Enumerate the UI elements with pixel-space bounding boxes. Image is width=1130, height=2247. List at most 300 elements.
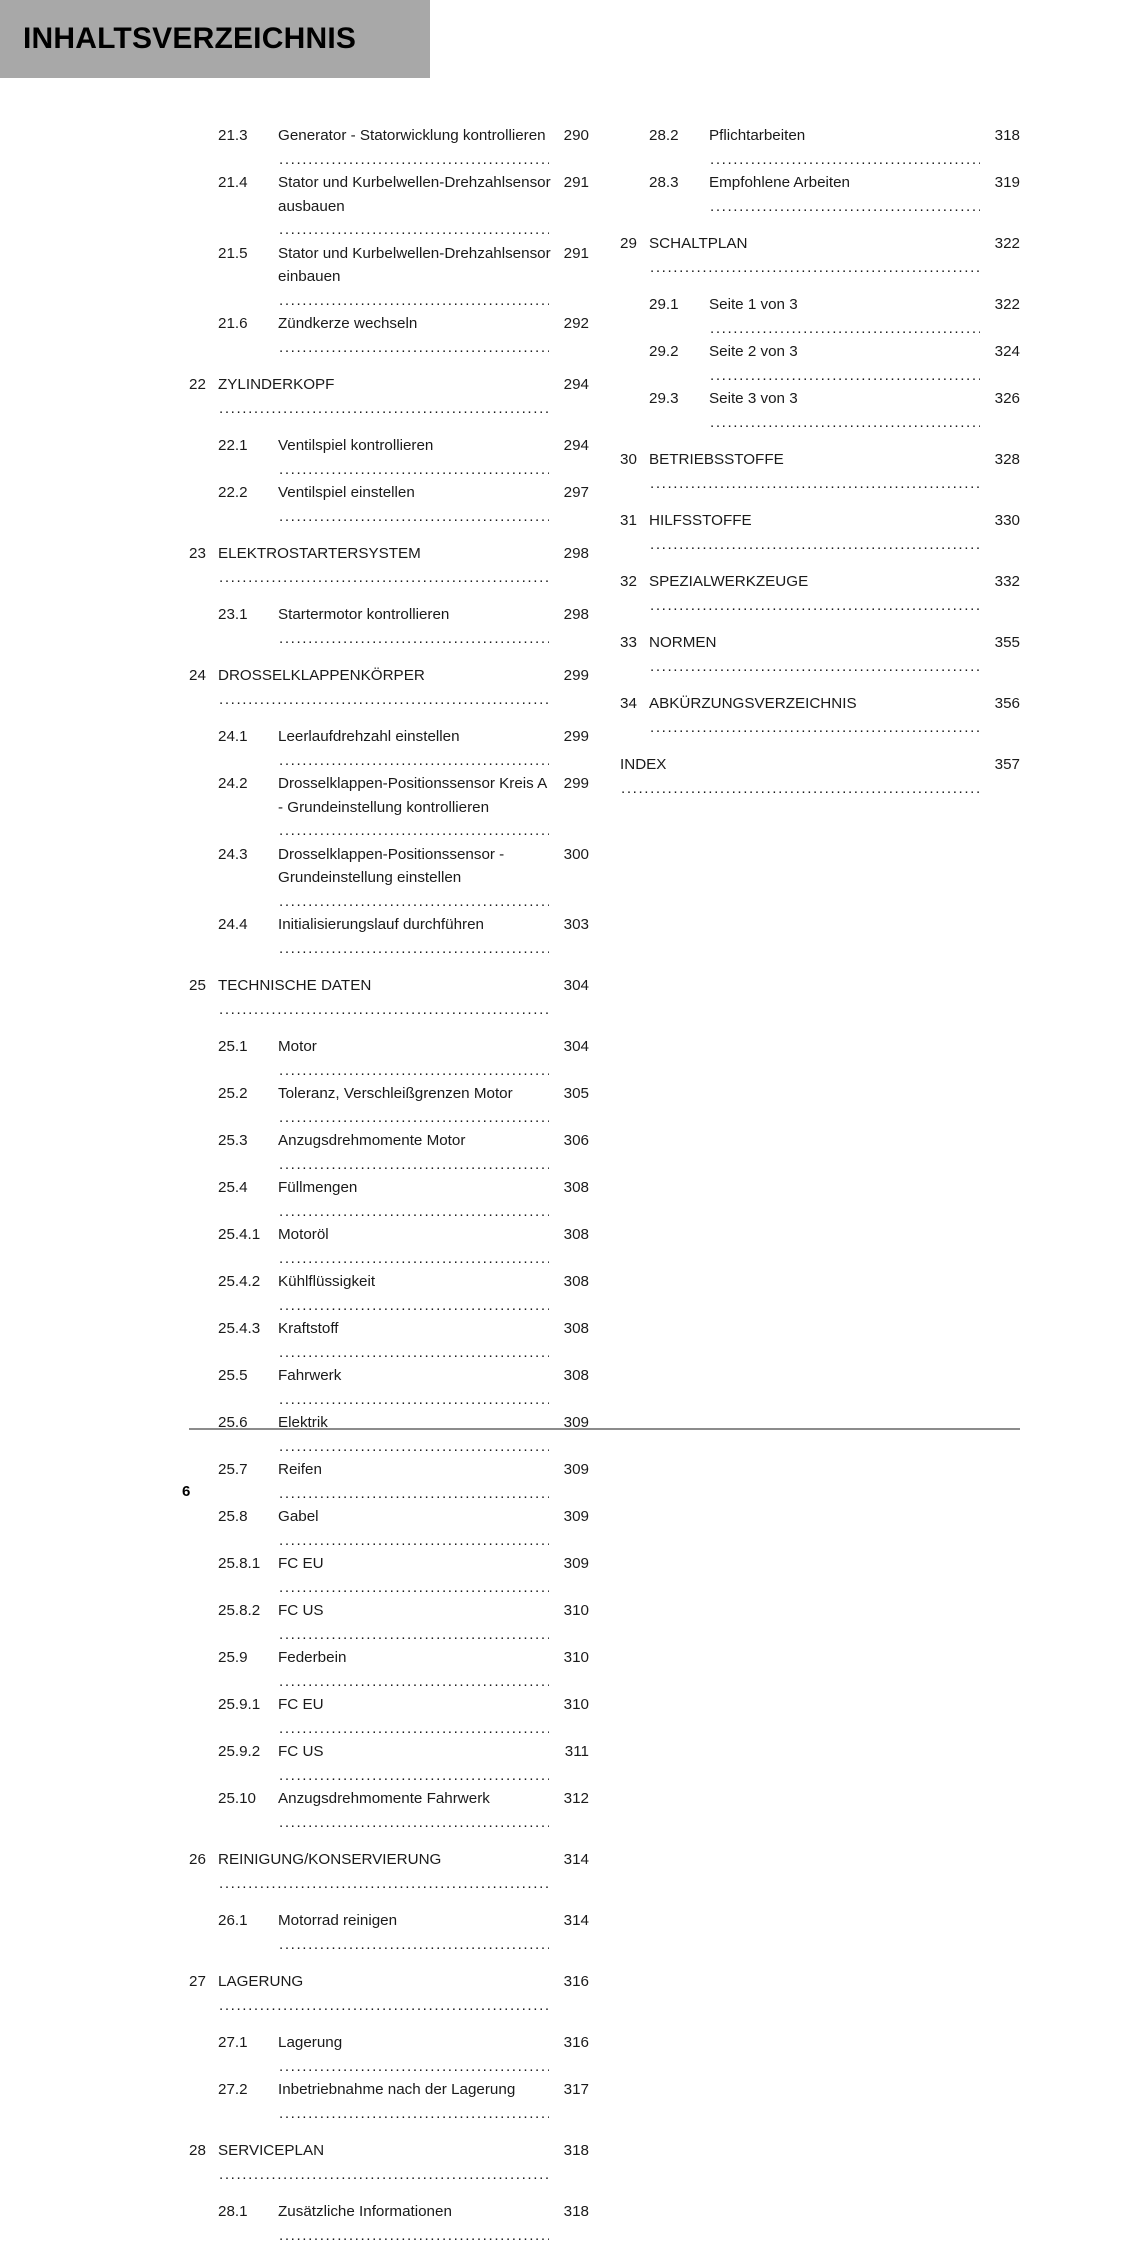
toc-entry-body [278, 1364, 551, 1411]
toc-entry-number: 23.1 [218, 603, 247, 627]
toc-dot-leader [279, 1576, 549, 1600]
toc-entry-body [278, 1909, 551, 1956]
toc-entry-page: 322 [986, 232, 1020, 256]
toc-entry[interactable] [189, 1223, 589, 1270]
toc-entry-page: 330 [986, 509, 1020, 533]
toc-entry-number: 33 [620, 631, 649, 655]
toc-entry-body [278, 434, 551, 481]
toc-entry-page: 316 [555, 1970, 589, 1994]
toc-entry-page: 318 [555, 2200, 589, 2224]
toc-entry[interactable] [189, 2139, 589, 2186]
toc-entry-body [278, 1646, 551, 1693]
toc-entry-page: 308 [555, 1364, 589, 1388]
toc-entry-number: 28.1 [218, 2200, 247, 2224]
toc-dot-leader [279, 1717, 549, 1741]
toc-entry-body [278, 242, 551, 313]
toc-entry[interactable] [189, 481, 589, 528]
toc-entry-body [278, 2078, 551, 2125]
toc-entry-title: INDEX [620, 753, 666, 777]
toc-dot-leader [279, 289, 549, 313]
toc-entry-title: Generator - Statorwicklung kontrollieren [278, 124, 546, 148]
toc-entry[interactable] [189, 171, 589, 242]
toc-entry[interactable] [189, 1270, 589, 1317]
toc-entry-body [709, 171, 982, 218]
toc-entry-title: Startermotor kontrollieren [278, 603, 449, 627]
toc-entry-title: Initialisierungslauf durchführen [278, 913, 484, 937]
toc-column-left [189, 124, 589, 2247]
toc-entry-title: SCHALTPLAN [649, 232, 747, 256]
toc-dot-leader [710, 148, 980, 172]
toc-entry-page: 318 [555, 2139, 589, 2163]
toc-entry-number: 25.8.2 [218, 1599, 278, 1623]
toc-entry[interactable] [620, 232, 1020, 279]
toc-entry-page: 309 [555, 1411, 589, 1435]
toc-entry-body [278, 171, 551, 242]
toc-entry[interactable] [189, 1970, 589, 2017]
toc-entry-title: Fahrwerk [278, 1364, 341, 1388]
toc-entry-body [218, 974, 551, 1021]
toc-entry-body [278, 1176, 551, 1223]
toc-entry[interactable] [189, 1176, 589, 1223]
toc-entry-title: Motoröl [278, 1223, 329, 1247]
toc-entry-title: NORMEN [649, 631, 717, 655]
toc-entry-title: ABKÜRZUNGSVERZEICHNIS [649, 692, 857, 716]
toc-entry-number: 28 [189, 2139, 218, 2163]
toc-entry[interactable] [189, 1505, 589, 1552]
toc-dot-leader [650, 256, 980, 280]
toc-entry-page: 356 [986, 692, 1020, 716]
toc-entry-number: 25.9.2 [218, 1740, 278, 1764]
toc-entry-title: Seite 1 von 3 [709, 293, 798, 317]
toc-dot-leader [219, 566, 549, 590]
toc-entry[interactable] [189, 974, 589, 1021]
toc-entry-number: 21.6 [218, 312, 247, 336]
toc-entry-page: 309 [555, 1552, 589, 1576]
toc-entry-page: 306 [555, 1129, 589, 1153]
toc-entry[interactable] [189, 1787, 589, 1834]
toc-entry-title: Lagerung [278, 2031, 342, 2055]
toc-dot-leader [279, 1059, 549, 1083]
toc-entry[interactable] [189, 1317, 589, 1364]
toc-dot-leader [279, 819, 549, 843]
toc-entry-number: 31 [620, 509, 649, 533]
toc-entry-page: 303 [555, 913, 589, 937]
toc-entry-page: 308 [555, 1317, 589, 1341]
toc-dot-leader [279, 1106, 549, 1130]
toc-entry-number: 25.4.3 [218, 1317, 278, 1341]
toc-entry-body [278, 2200, 551, 2247]
toc-dot-leader [279, 148, 549, 172]
toc-entry-page: 317 [555, 2078, 589, 2102]
toc-entry-page: 314 [555, 1909, 589, 1933]
toc-entry-body [278, 1035, 551, 1082]
toc-entry[interactable] [620, 753, 1020, 800]
toc-entry-number: 26 [189, 1848, 218, 1872]
toc-entry-title: Füllmengen [278, 1176, 357, 1200]
toc-dot-leader [650, 594, 980, 618]
toc-entry-body [278, 1317, 551, 1364]
toc-entry-page: 291 [555, 171, 589, 195]
toc-entry-number: 25.10 [218, 1787, 247, 1811]
toc-entry[interactable] [189, 1364, 589, 1411]
toc-dot-leader [219, 397, 549, 421]
toc-entry-body [278, 124, 551, 171]
toc-entry-page: 308 [555, 1176, 589, 1200]
toc-entry-page: 357 [986, 753, 1020, 777]
toc-entry-title: Zündkerze wechseln [278, 312, 417, 336]
toc-entry-page: 324 [986, 340, 1020, 364]
toc-dot-leader [279, 336, 549, 360]
toc-entry-title: FC EU [278, 1552, 324, 1576]
toc-entry-number: 29.3 [649, 387, 678, 411]
toc-entry[interactable] [189, 1740, 589, 1787]
toc-entry-number: 21.3 [218, 124, 247, 148]
toc-entry-body [649, 631, 982, 678]
toc-entry-title: REINIGUNG/KONSERVIERUNG [218, 1848, 441, 1872]
toc-entry-number: 22.2 [218, 481, 247, 505]
toc-entry-body [278, 1787, 551, 1834]
toc-dot-leader [279, 1388, 549, 1412]
toc-entry[interactable] [189, 2200, 589, 2247]
toc-entry-body [278, 725, 551, 772]
toc-entry-page: 304 [555, 974, 589, 998]
toc-entry[interactable] [189, 1458, 589, 1505]
toc-entry-number: 25.4.1 [218, 1223, 278, 1247]
toc-entry-body [278, 913, 551, 960]
toc-dot-leader [650, 533, 980, 557]
toc-dot-leader [279, 627, 549, 651]
toc-entry[interactable] [620, 692, 1020, 739]
toc-entry-page: 332 [986, 570, 1020, 594]
toc-entry-body [620, 753, 982, 800]
toc-entry-number: 23 [189, 542, 218, 566]
toc-entry-body [278, 1740, 551, 1787]
toc-dot-leader [650, 472, 980, 496]
page-title: INHALTSVERZEICHNIS [23, 22, 356, 56]
toc-entry-number: 28.3 [649, 171, 678, 195]
toc-entry[interactable] [189, 1909, 589, 1956]
toc-entry-title: Empfohlene Arbeiten [709, 171, 850, 195]
toc-entry-title: Stator und Kurbelwellen-Drehzahlsensor ausbauen [278, 171, 551, 218]
toc-entry[interactable] [620, 340, 1020, 387]
toc-entry-page: 319 [986, 171, 1020, 195]
toc-entry-page: 310 [555, 1693, 589, 1717]
toc-entry-number: 25.5 [218, 1364, 247, 1388]
toc-dot-leader [279, 2224, 549, 2247]
toc-entry-page: 309 [555, 1458, 589, 1482]
toc-entry-number: 25.9.1 [218, 1693, 278, 1717]
toc-entry[interactable] [620, 124, 1020, 171]
toc-entry-body [278, 481, 551, 528]
toc-entry-title: Ventilspiel einstellen [278, 481, 415, 505]
toc-dot-leader [710, 364, 980, 388]
toc-entry-title: Gabel [278, 1505, 319, 1529]
toc-entry-title: Motorrad reinigen [278, 1909, 397, 1933]
toc-entry-page: 290 [555, 124, 589, 148]
toc-entry-title: BETRIEBSSTOFFE [649, 448, 784, 472]
toc-entry-title: HILFSSTOFFE [649, 509, 752, 533]
toc-dot-leader [279, 1341, 549, 1365]
toc-entry-number: 25.8.1 [218, 1552, 278, 1576]
toc-entry-page: 298 [555, 603, 589, 627]
toc-entry-body [649, 692, 982, 739]
toc-dot-leader [219, 1994, 549, 2018]
toc-entry-page: 292 [555, 312, 589, 336]
toc-entry-body [278, 1270, 551, 1317]
toc-dot-leader [219, 688, 549, 712]
toc-entry[interactable] [189, 2031, 589, 2078]
toc-dot-leader [279, 1247, 549, 1271]
toc-entry-title: Elektrik [278, 1411, 328, 1435]
toc-entry-number: 25 [189, 974, 218, 998]
toc-entry-title: ELEKTROSTARTERSYSTEM [218, 542, 421, 566]
toc-entry-number: 25.7 [218, 1458, 247, 1482]
toc-entry[interactable] [620, 631, 1020, 678]
toc-entry-body [218, 542, 551, 589]
toc-entry-body [218, 664, 551, 711]
toc-entry-body [278, 1505, 551, 1552]
toc-entry[interactable] [189, 772, 589, 843]
toc-entry-title: SERVICEPLAN [218, 2139, 324, 2163]
toc-entry-page: 297 [555, 481, 589, 505]
toc-entry-page: 310 [555, 1599, 589, 1623]
toc-entry-body [278, 1458, 551, 1505]
toc-entry-page: 294 [555, 434, 589, 458]
toc-entry-title: Seite 2 von 3 [709, 340, 798, 364]
toc-entry-title: Zusätzliche Informationen [278, 2200, 452, 2224]
toc-entry-body [649, 509, 982, 556]
toc-entry-body [278, 1599, 551, 1646]
toc-entry-title: Kraftstoff [278, 1317, 339, 1341]
toc-entry-body [709, 387, 982, 434]
toc-entry-body [278, 1129, 551, 1176]
toc-entry-title: DROSSELKLAPPENKÖRPER [218, 664, 425, 688]
toc-entry[interactable] [189, 1035, 589, 1082]
toc-entry-page: 298 [555, 542, 589, 566]
toc-entry[interactable] [620, 293, 1020, 340]
toc-entry-number: 26.1 [218, 1909, 247, 1933]
toc-entry-page: 328 [986, 448, 1020, 472]
toc-entry[interactable] [189, 603, 589, 650]
toc-entry[interactable] [189, 1082, 589, 1129]
toc-dot-leader [650, 655, 980, 679]
toc-entry-body [709, 293, 982, 340]
toc-entry-number: 28.2 [649, 124, 678, 148]
toc-entry-title: SPEZIALWERKZEUGE [649, 570, 808, 594]
toc-entry-number: 29 [620, 232, 649, 256]
footer-divider [189, 1428, 1020, 1430]
toc-entry-number: 27 [189, 1970, 218, 1994]
toc-entry[interactable] [620, 570, 1020, 617]
toc-entry-number: 29.1 [649, 293, 678, 317]
toc-entry-title: LAGERUNG [218, 1970, 303, 1994]
toc-entry-body [218, 1848, 551, 1895]
toc-dot-leader [279, 1623, 549, 1647]
toc-entry[interactable] [189, 373, 589, 420]
toc-entry-page: 308 [555, 1270, 589, 1294]
toc-entry-page: 299 [555, 664, 589, 688]
toc-entry-title: Ventilspiel kontrollieren [278, 434, 433, 458]
toc-entry[interactable] [189, 913, 589, 960]
toc-entry[interactable] [620, 171, 1020, 218]
toc-entry-number: 21.5 [218, 242, 247, 266]
toc-dot-leader [279, 218, 549, 242]
toc-dot-leader [219, 2163, 549, 2187]
toc-entry-page: 312 [555, 1787, 589, 1811]
toc-dot-leader [279, 1482, 549, 1506]
toc-entry-number: 30 [620, 448, 649, 472]
toc-entry[interactable] [189, 124, 589, 171]
toc-entry-page: 314 [555, 1848, 589, 1872]
toc-dot-leader [279, 1529, 549, 1553]
toc-dot-leader [279, 749, 549, 773]
toc-dot-leader [621, 777, 980, 801]
toc-entry-number: 24.2 [218, 772, 247, 796]
toc-dot-leader [279, 1764, 549, 1788]
toc-entry-body [278, 1552, 551, 1599]
toc-dot-leader [279, 505, 549, 529]
toc-dot-leader [279, 1435, 549, 1459]
toc-entry-body [218, 2139, 551, 2186]
toc-entry-number: 22 [189, 373, 218, 397]
toc-entry-body [278, 772, 551, 843]
toc-entry-body [278, 603, 551, 650]
toc-entry-page: 299 [555, 725, 589, 749]
toc-entry-number: 24.3 [218, 843, 247, 867]
toc-entry-page: 299 [555, 772, 589, 796]
toc-dot-leader [279, 2055, 549, 2079]
toc-entry-page: 322 [986, 293, 1020, 317]
toc-entry-title: Federbein [278, 1646, 346, 1670]
toc-entry-body [218, 373, 551, 420]
toc-entry-page: 311 [555, 1740, 589, 1764]
toc-entry-number: 32 [620, 570, 649, 594]
toc-dot-leader [279, 890, 549, 914]
toc-entry-page: 309 [555, 1505, 589, 1529]
toc-column-right [620, 124, 1020, 800]
toc-entry[interactable] [189, 1848, 589, 1895]
toc-entry-number: 25.3 [218, 1129, 247, 1153]
toc-entry-number: 25.4 [218, 1176, 247, 1200]
toc-dot-leader [710, 195, 980, 219]
toc-entry-number: 24 [189, 664, 218, 688]
toc-entry[interactable] [189, 242, 589, 313]
toc-dot-leader [279, 1670, 549, 1694]
toc-entry-page: 326 [986, 387, 1020, 411]
toc-dot-leader [219, 1872, 549, 1896]
toc-dot-leader [279, 1933, 549, 1957]
toc-entry-body [278, 1223, 551, 1270]
toc-entry-page: 310 [555, 1646, 589, 1670]
toc-entry-page: 355 [986, 631, 1020, 655]
toc-entry-title: Motor [278, 1035, 317, 1059]
toc-entry-title: ZYLINDERKOPF [218, 373, 334, 397]
toc-entry-page: 318 [986, 124, 1020, 148]
toc-entry[interactable] [189, 725, 589, 772]
toc-entry-title: Reifen [278, 1458, 322, 1482]
toc-entry-number: 22.1 [218, 434, 247, 458]
toc-entry[interactable] [189, 1411, 589, 1458]
toc-entry[interactable] [189, 542, 589, 589]
toc-dot-leader [279, 2102, 549, 2126]
toc-entry-body [649, 570, 982, 617]
toc-entry-body [278, 843, 551, 914]
toc-entry-number: 29.2 [649, 340, 678, 364]
toc-entry-body [649, 232, 982, 279]
toc-entry-title: FC EU [278, 1693, 324, 1717]
toc-entry-number: 25.4.2 [218, 1270, 278, 1294]
toc-entry-number: 25.1 [218, 1035, 247, 1059]
toc-entry-page: 304 [555, 1035, 589, 1059]
toc-entry-title: Drosselklappen-Positionssensor - Grundeinstellung einstellen [278, 843, 551, 890]
toc-entry[interactable] [189, 664, 589, 711]
toc-entry-number: 24.4 [218, 913, 247, 937]
toc-entry-title: Drosselklappen-Positionssensor Kreis A - Grundeinstellung kontrollieren [278, 772, 551, 819]
page-header-bar [0, 0, 430, 78]
toc-entry-number: 24.1 [218, 725, 247, 749]
toc-entry[interactable] [189, 434, 589, 481]
toc-entry-title: Toleranz, Verschleißgrenzen Motor [278, 1082, 513, 1106]
toc-entry-title: FC US [278, 1740, 324, 1764]
toc-entry[interactable] [189, 1599, 589, 1646]
toc-entry-page: 294 [555, 373, 589, 397]
toc-entry[interactable] [620, 448, 1020, 495]
toc-entry-title: FC US [278, 1599, 324, 1623]
toc-dot-leader [219, 998, 549, 1022]
toc-entry-number: 34 [620, 692, 649, 716]
footer-page-number: 6 [182, 1483, 190, 1500]
toc-dot-leader [279, 1200, 549, 1224]
toc-entry[interactable] [189, 843, 589, 914]
toc-entry-title: Leerlaufdrehzahl einstellen [278, 725, 460, 749]
toc-entry-page: 316 [555, 2031, 589, 2055]
toc-entry-number: 21.4 [218, 171, 247, 195]
toc-entry[interactable] [189, 312, 589, 359]
toc-entry-body [278, 312, 551, 359]
toc-entry-body [649, 448, 982, 495]
toc-entry-title: Kühlflüssigkeit [278, 1270, 375, 1294]
toc-entry-body [218, 1970, 551, 2017]
toc-entry[interactable] [620, 387, 1020, 434]
toc-entry-body [278, 1693, 551, 1740]
toc-dot-leader [710, 317, 980, 341]
toc-entry[interactable] [189, 1129, 589, 1176]
toc-dot-leader [279, 1153, 549, 1177]
toc-entry-number: 25.8 [218, 1505, 247, 1529]
toc-entry-title: Seite 3 von 3 [709, 387, 798, 411]
toc-entry[interactable] [189, 2078, 589, 2125]
toc-entry[interactable] [189, 1552, 589, 1599]
toc-entry-title: Anzugsdrehmomente Fahrwerk [278, 1787, 490, 1811]
toc-entry-number: 27.2 [218, 2078, 247, 2102]
toc-entry-title: Inbetriebnahme nach der Lagerung [278, 2078, 515, 2102]
toc-entry-number: 25.2 [218, 1082, 247, 1106]
toc-entry-body [278, 2031, 551, 2078]
toc-dot-leader [650, 716, 980, 740]
toc-entry[interactable] [189, 1646, 589, 1693]
toc-entry-title: Stator und Kurbelwellen-Drehzahlsensor einbauen [278, 242, 551, 289]
toc-entry-body [709, 340, 982, 387]
toc-entry[interactable] [189, 1693, 589, 1740]
toc-dot-leader [710, 411, 980, 435]
toc-entry-page: 291 [555, 242, 589, 266]
toc-entry-number: 27.1 [218, 2031, 247, 2055]
toc-entry-title: TECHNISCHE DATEN [218, 974, 371, 998]
toc-entry[interactable] [620, 509, 1020, 556]
toc-dot-leader [279, 458, 549, 482]
toc-dot-leader [279, 1811, 549, 1835]
toc-dot-leader [279, 937, 549, 961]
